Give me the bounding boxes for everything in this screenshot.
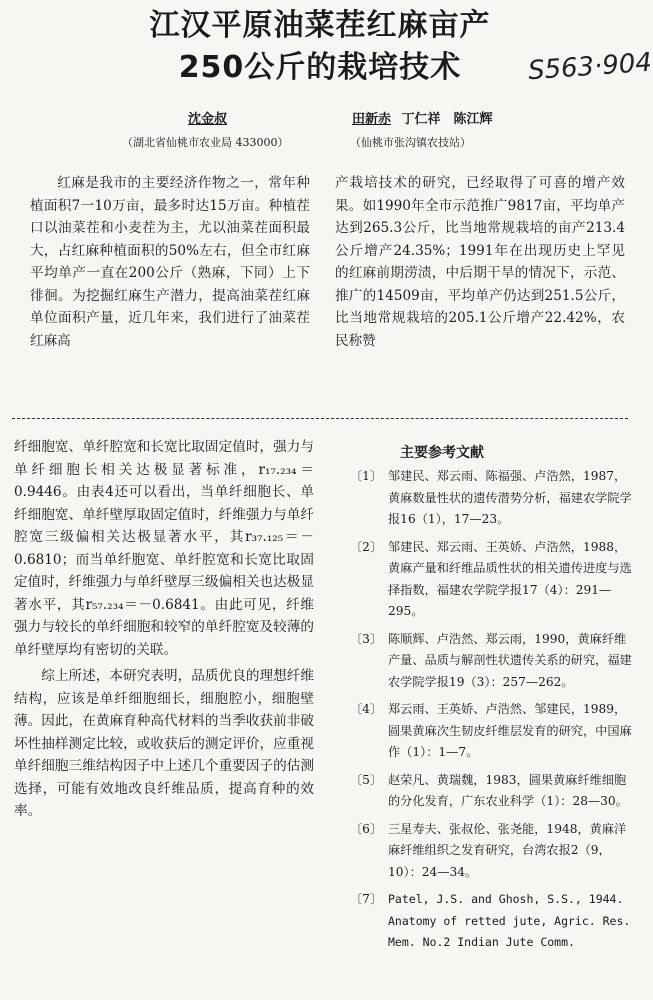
reference-number: 〔7〕: [350, 892, 383, 906]
section-divider: [12, 418, 628, 419]
article-title: [100, 6, 540, 90]
reference-text: 郑云雨、王英娇、卢浩然、邹建民，1989，圆果黄麻次生韧皮纤维层发育的研究，中国麻作（1）：1—7。: [388, 702, 632, 759]
references-list: [350, 466, 634, 960]
reference-number: 〔6〕: [350, 821, 383, 836]
reference-item: [350, 819, 634, 884]
reference-number: 〔2〕: [350, 539, 383, 554]
author-right-others: 丁仁祥 陈江辉: [401, 112, 493, 127]
title-line-1: 江汉平原油菜茬红麻亩产: [149, 8, 491, 43]
title-line-2: 250公斤的栽培技术: [178, 50, 462, 85]
body-paragraph-1: 纤细胞宽、单纤腔宽和长宽比取固定值时，强力与单纤细胞长相关达极显著标准，r₁₇.₂₃₄＝0.9446。由表4还可以看出，当单纤细胞长、单纤细胞宽、单纤壁厚取固定值时，纤维强力与单纤腔宽三级偏相关达极显著水平，其r₃₇.₁₂₅＝－0.6810；而当单纤胞宽、单纤腔宽和长宽比取固定值时，纤维强力与单纤壁厚三级偏相关也达极显著水平，其r₅₇.₂₃₄＝－0.6841。由此可见，纤维强力与较长的单纤细胞和较窄的单纤腔宽及较薄的单纤壁厚均有密切的关联。: [14, 439, 314, 658]
reference-number: 〔4〕: [350, 702, 383, 716]
references-heading: 主要参考文献: [400, 445, 484, 461]
reference-item: [350, 537, 634, 623]
reference-number: 〔1〕: [350, 469, 383, 483]
author-right: [352, 108, 493, 127]
body-paragraph-2: 综上所述，本研究表明，品质优良的理想纤维结构，应该是单纤细胞细长，细胞腔小，细胞壁薄。因此，在黄麻育种高代材料的当季收获前非破坏性抽样测定比较，或收获后的测定评价，应重视单纤细胞三维结构因子中上述几个重要因子的估测选择，可能有效地改良纤维品质，提高育种的效率。: [14, 668, 314, 819]
author-right-affiliation: （仙桃市张沟镇农技站）: [350, 136, 471, 149]
reference-item: [350, 889, 634, 954]
reference-item: [350, 699, 634, 764]
author-left: 沈金叔: [188, 112, 228, 127]
intro-paragraph-right: 产栽培技术的研究，已经取得了可喜的增产效果。如1990年全市示范推广9817亩，平均单产达到265.3公斤，比当地常规栽培的亩产213.4公斤增产24.35%；1991年在出现历史上罕见的红麻前期涝渍，中后期干旱的情况下，示范、推广的14509亩，平均单产仍达到251.5公斤，比当地常规栽培的205.1公斤增产22.42%，农民称赞: [335, 175, 625, 349]
author-left-affiliation: （湖北省仙桃市农业局 433000）: [122, 136, 289, 149]
reference-item: [350, 770, 634, 813]
author-right-main: 田新赤: [352, 112, 392, 127]
reference-item: [350, 466, 634, 531]
reference-text: 邹建民、郑云雨、王英娇、卢浩然，1988，黄麻产量和纤维品质性状的相关遗传进度与选择指数，福建农学院学报17（4）：291—295。: [388, 539, 632, 618]
reference-number: 〔5〕: [350, 772, 383, 787]
body-column-left: [14, 436, 314, 823]
reference-number: 〔3〕: [350, 631, 383, 646]
reference-text: 陈顺辉、卢浩然、郑云雨，1990，黄麻纤维产量、品质与解剖性状遗传关系的研究，福建农学院学报19（3）：257—262。: [388, 631, 632, 689]
intro-column-left: [30, 172, 310, 352]
reference-text: Patel, J.S. and Ghosh, S.S., 1944. Anatomy of retted jute, Agric. Res. Mem. No.2 Indian Jute Comm.: [388, 892, 631, 949]
intro-paragraph-left: 红麻是我市的主要经济作物之一，常年种植面积7一10万亩，最多时达15万亩。种植茬口以油菜茬和小麦茬为主，尤以油菜茬面积最大，占红麻种植面积的50%左右，但全市红麻平均单产一直在200公斤（熟麻，下同）上下徘徊。为挖掘红麻生产潜力，提高油菜茬红麻单位面积产量，近几年来，我们进行了油菜茬红麻高: [30, 175, 310, 349]
handwritten-call-number: S563·904: [527, 47, 653, 87]
intro-column-right: [335, 172, 625, 352]
reference-item: [350, 629, 634, 694]
reference-text: 赵荣凡、黄瑞魏，1983，圆果黄麻纤维细胞的分化发育，广东农业科学（1）：28—30。: [388, 772, 628, 808]
reference-text: 邹建民、郑云雨、陈福强、卢浩然，1987，黄麻数量性状的遗传潜势分析，福建农学院学报16（1），17—23。: [388, 469, 632, 526]
reference-text: 三星寿夫、张叔伦、张尧能，1948，黄麻洋麻纤维组织之发育研究，台湾农报2（9，10）：24—34。: [388, 821, 627, 879]
